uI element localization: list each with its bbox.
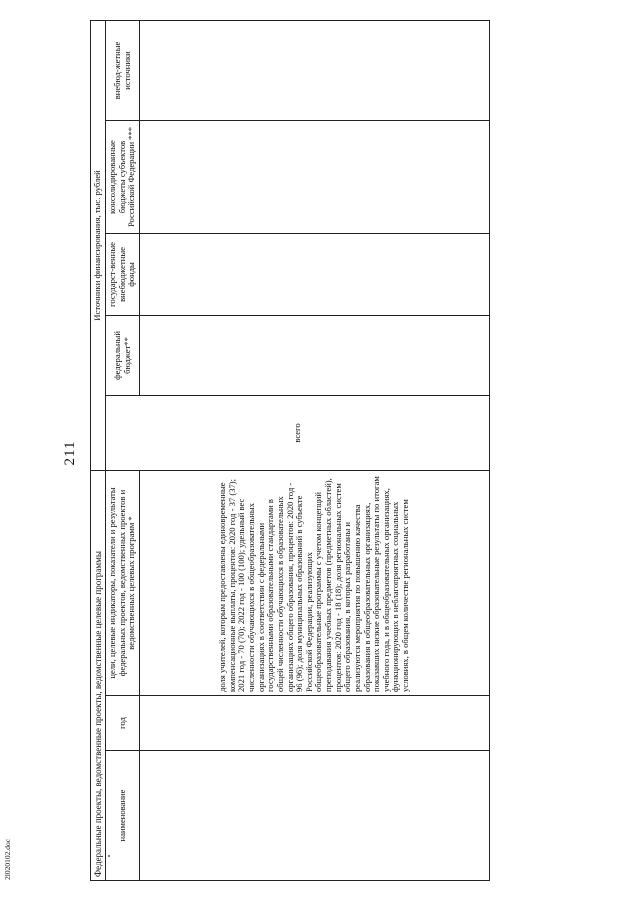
col-total: всего <box>106 395 490 470</box>
header-row-columns <box>106 20 140 880</box>
col-offbudget: внебюд-жетные источники <box>106 20 140 120</box>
header-row-top <box>91 20 106 880</box>
col-name: наименование <box>106 751 140 881</box>
header-financing: Источники финансирования, тыс. рублей <box>91 20 106 470</box>
col-federal: федеральный бюджет** <box>106 315 140 395</box>
col-regional: консолидированные бюджеты субъектов Российской Федерации *** <box>106 120 140 233</box>
financing-table <box>90 20 490 881</box>
cell-offbudget <box>139 20 489 120</box>
footer-filename: 2l020102.doc <box>3 838 12 880</box>
page-number: 211 <box>62 440 78 466</box>
cell-year <box>139 696 489 751</box>
goals-text: доля учителей, которым предоставлены единовременные компенсационные выплаты, процентов: 2020 год - 37 (37); 2021 год - 70 (70); 2022 год - 100 (100); удельный вес численности обучающихся в общеобразовательных организациях в соответствии с федеральными государственными образовательными стандартами в общей численности обучающихся в образовательных организациях общего образования, процентов: 2020 год - 96 (96); доля муниципальных образований в субъекте Российской Федерации, реализующих общеобразовательные программы с учетом концепций преподавания учебных предметов (предметных областей), процентов: 2020 год - 18 (18); доля региональных систем общего образования, в которых разработаны и реализуются мероприятия по повышению качества образования в общеобразовательных организациях, показавших низкие образовательные результаты по итогам учебного года, и в общеобразовательных организациях, функционирующих в неблагоприятных социальных условиях, в общем количестве региональных систем <box>217 476 411 692</box>
header-projects: Федеральные проекты, ведомственные проекты, ведомственные целевые программы <box>91 470 106 880</box>
rotated-page <box>62 13 582 893</box>
col-year: год <box>106 696 140 751</box>
cell-regional <box>139 120 489 233</box>
col-state-funds: государст-венные внебюджетные фонды <box>106 233 140 315</box>
cell-state-funds <box>139 233 489 315</box>
cell-goals <box>139 470 489 695</box>
cell-name <box>139 751 489 881</box>
col-goals: цели, целевые индикаторы, показатели и результаты федеральных проектов, ведомственных проектов и ведомственных целевых программ * <box>106 470 140 695</box>
cell-federal <box>139 315 489 395</box>
